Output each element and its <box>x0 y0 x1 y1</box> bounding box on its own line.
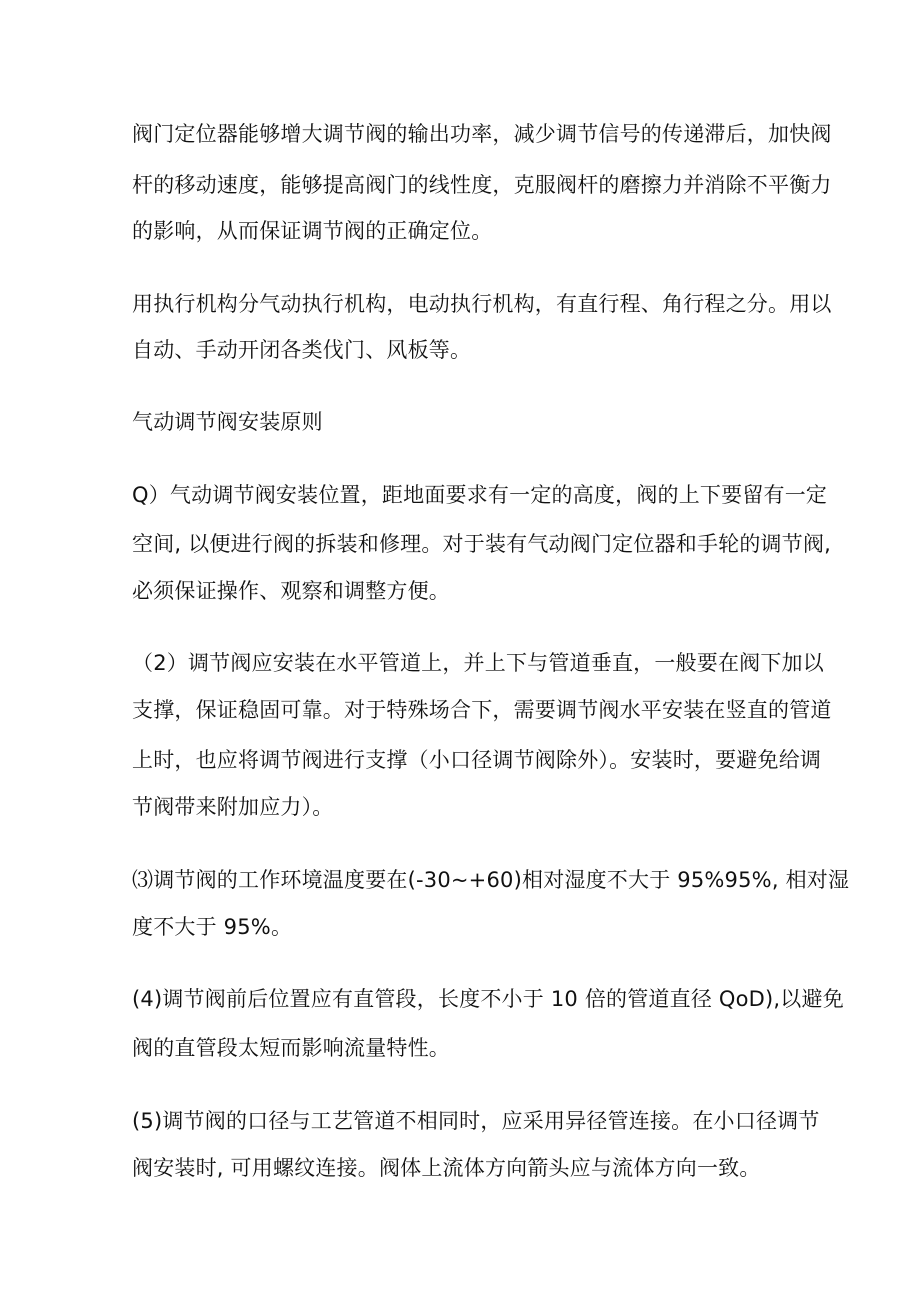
text-line: 用执行机构分气动执行机构，电动执行机构，有直行程、角行程之分。用以 <box>132 292 832 316</box>
text-line: 阀的直管段太短而影响流量特性。 <box>132 1036 450 1060</box>
text-line: 阀门定位器能够增大调节阀的输出功率，减少调节信号的传递滞后，加快阀 <box>132 122 832 146</box>
text-line: 自动、手动开闭各类伐门、风板等。 <box>132 338 472 362</box>
text-line: 必须保证操作、观察和调整方便。 <box>132 579 450 603</box>
text-line: 阀安装时, 可用螺纹连接。阀体上流体方向箭头应与流体方向一致。 <box>132 1156 761 1180</box>
text-line: 杆的移动速度，能够提高阀门的线性度，克服阀杆的磨擦力并消除不平衡力 <box>132 173 832 197</box>
text-line: (5)调节阀的口径与工艺管道不相同时，应采用异径管连接。在小口径调节 <box>132 1109 820 1133</box>
text-line: 支撑，保证稳固可靠。对于特殊场合下，需要调节阀水平安装在竖直的管道 <box>132 698 832 722</box>
text-line: Q）气动调节阀安装位置，距地面要求有一定的高度，阀的上下要留有一定 <box>132 483 828 507</box>
text-line: ⑶调节阀的工作环境温度要在(-30~+60)相对湿度不大于 95%95%, 相对湿 <box>132 868 850 892</box>
text-line: 的影响，从而保证调节阀的正确定位。 <box>132 219 493 243</box>
text-line: 节阀带来附加应力）。 <box>132 795 334 819</box>
heading-line: 气动调节阀安装原则 <box>132 410 323 434</box>
text-line: 度不大于 95%。 <box>132 915 293 939</box>
text-line: 空间, 以便进行阀的拆装和修理。对于装有气动阀门定位器和手轮的调节阀, <box>132 532 832 556</box>
text-line: (4)调节阀前后位置应有直管段，长度不小于 10 倍的管道直径 QoD),以避免 <box>132 987 844 1011</box>
text-line: 上时，也应将调节阀进行支撑（小口径调节阀除外）。安装时，要避免给调 <box>132 748 822 772</box>
text-line: （2）调节阀应安装在水平管道上，并上下与管道垂直，一般要在阀下加以 <box>132 651 824 675</box>
